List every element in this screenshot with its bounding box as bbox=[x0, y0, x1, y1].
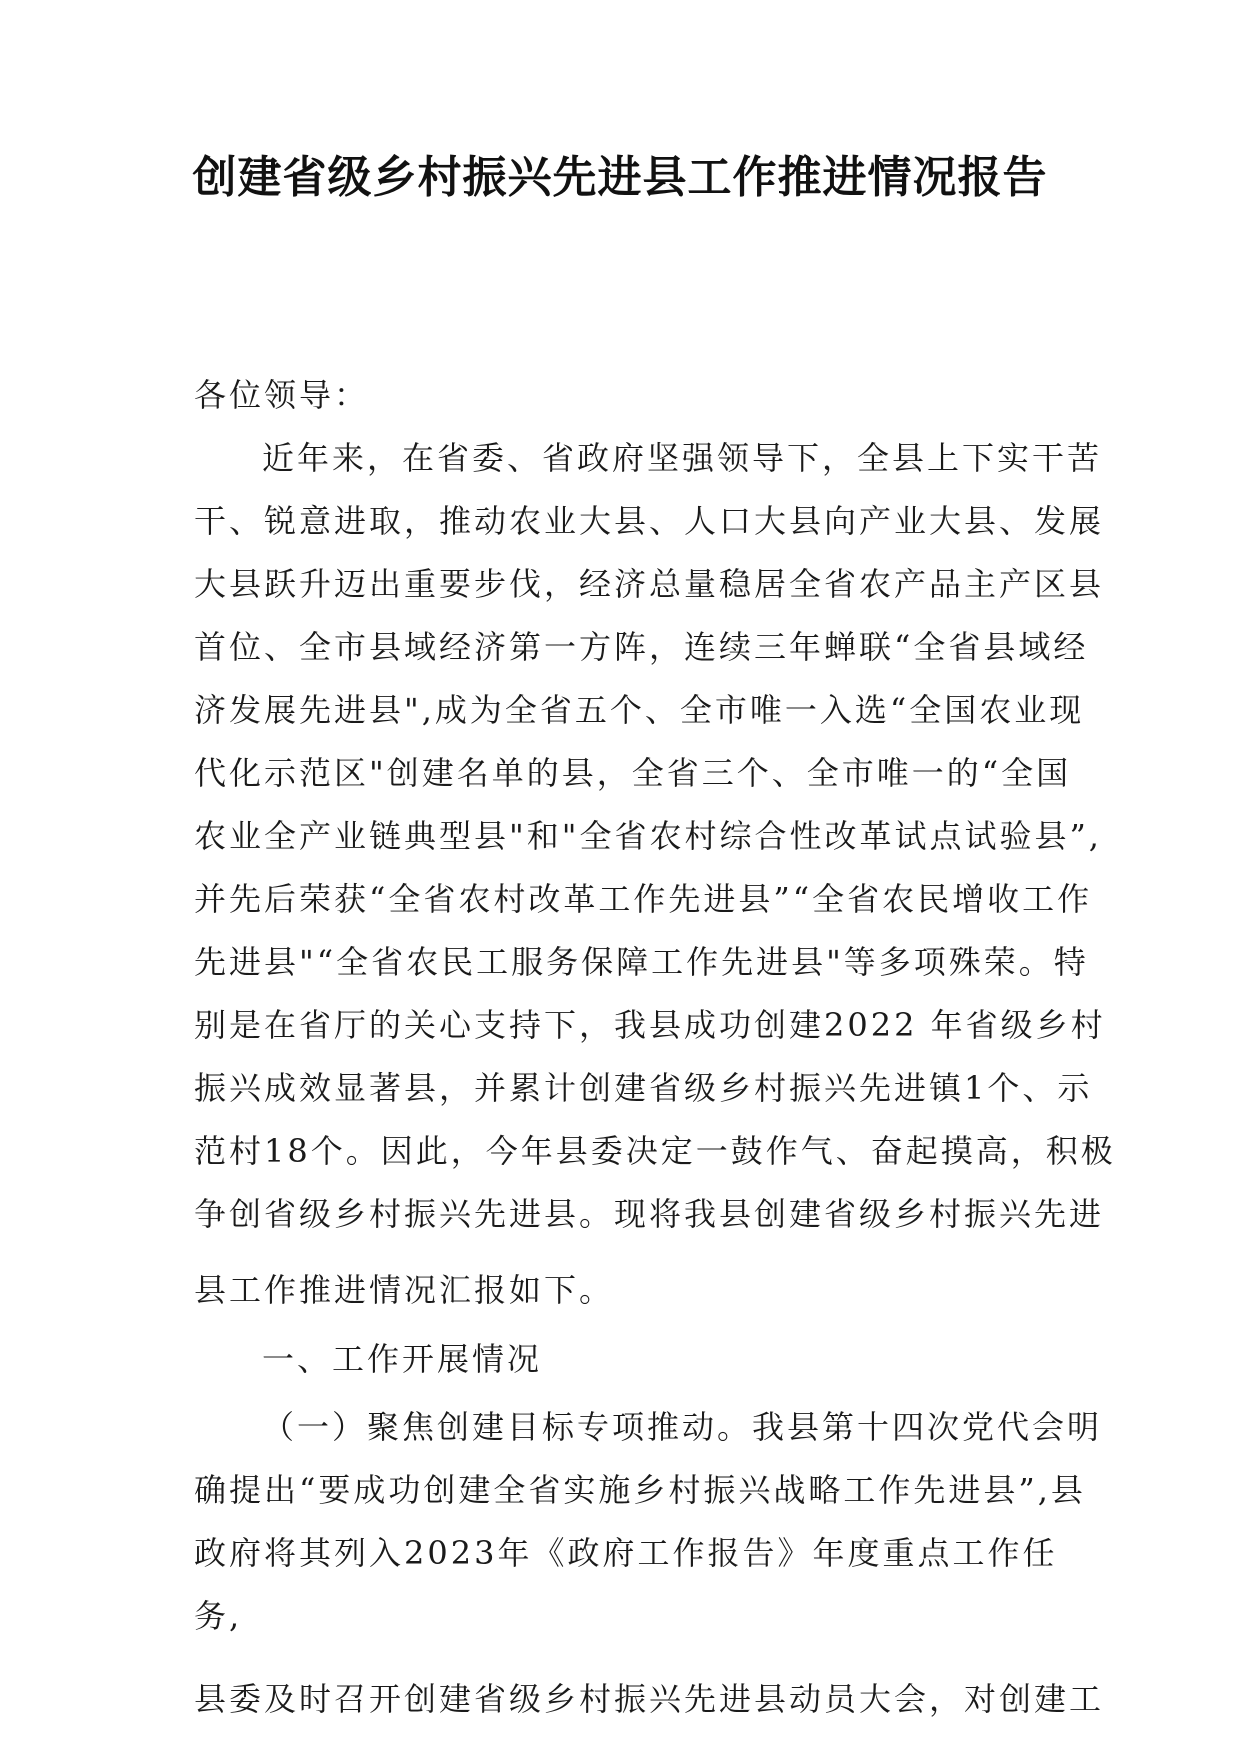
paragraph-line: 县工作推进情况汇报如下。 bbox=[194, 1271, 615, 1309]
paragraph-line: 农业全产业链典型县"和"全省农村综合性改革试点试验县”, bbox=[194, 817, 1102, 855]
paragraph-line: 并先后荣获“全省农村改革工作先进县”“全省农民增收工作 bbox=[194, 880, 1093, 918]
paragraph-line: （一）聚焦创建目标专项推动。我县第十四次党代会明 bbox=[262, 1408, 1103, 1446]
paragraph-line: 干、锐意进取，推动农业大县、人口大县向产业大县、发展 bbox=[194, 502, 1105, 540]
section-heading: 一、工作开展情况 bbox=[262, 1340, 543, 1378]
paragraph-line: 范村18个。因此，今年县委决定一鼓作气、奋起摸高，积极 bbox=[194, 1132, 1116, 1170]
paragraph-line: 振兴成效显著县，并累计创建省级乡村振兴先进镇1个、示 bbox=[194, 1069, 1093, 1107]
document-title: 创建省级乡村振兴先进县工作推进情况报告 bbox=[192, 152, 1048, 203]
paragraph-line: 别是在省厅的关心支持下，我县成功创建2022 年省级乡村 bbox=[194, 1006, 1106, 1044]
paragraph-line: 先进县"“全省农民工服务保障工作先进县"等多项殊荣。特 bbox=[194, 943, 1089, 981]
paragraph-line: 争创省级乡村振兴先进县。现将我县创建省级乡村振兴先进 bbox=[194, 1195, 1105, 1233]
salutation: 各位领导： bbox=[194, 376, 370, 414]
paragraph-line: 济发展先进县",成为全省五个、全市唯一入选“全国农业现 bbox=[194, 691, 1085, 729]
paragraph-line: 县委及时召开创建省级乡村振兴先进县动员大会，对创建工 bbox=[194, 1680, 1105, 1718]
paragraph-line: 大县跃升迈出重要步伐，经济总量稳居全省农产品主产区县 bbox=[194, 565, 1105, 603]
paragraph-line: 首位、全市县域经济第一方阵，连续三年蝉联“全省县域经 bbox=[194, 628, 1089, 666]
paragraph-line: 确提出“要成功创建全省实施乡村振兴战略工作先进县”,县 bbox=[194, 1471, 1086, 1509]
paragraph-line: 政府将其列入2023年《政府工作报告》年度重点工作任 bbox=[194, 1534, 1058, 1572]
paragraph-line: 务, bbox=[194, 1597, 243, 1635]
paragraph-line: 代化示范区"创建名单的县，全省三个、全市唯一的“全国 bbox=[194, 754, 1072, 792]
paragraph-line: 近年来，在省委、省政府坚强领导下，全县上下实干苦 bbox=[262, 439, 1103, 477]
